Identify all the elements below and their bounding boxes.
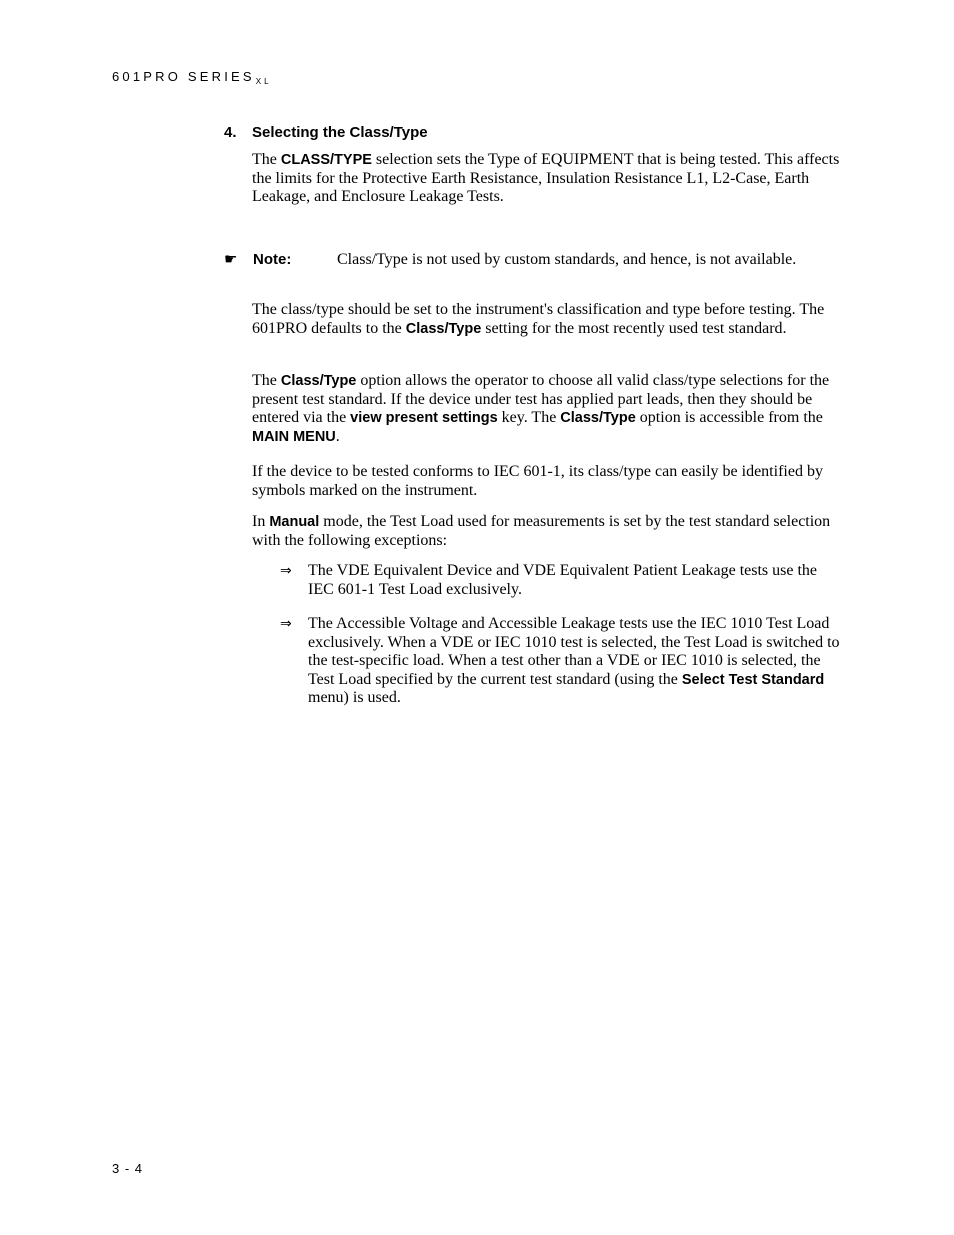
arrow-icon: ⇒: [280, 616, 292, 632]
arrow-icon: ⇒: [280, 563, 292, 579]
running-header: [112, 69, 272, 86]
defaults-paragraph: [252, 301, 844, 338]
bullet1-text: The VDE Equivalent Device and VDE Equivalent Patient Leakage tests use the IEC 601-1 Test Load exclusively.: [308, 562, 818, 598]
intro-text-1: The: [252, 151, 281, 168]
para5-text-2: mode, the Test Load used for measurements is set by the test standard selection with the following exceptions:: [252, 513, 831, 549]
bullet2-bold-select-test-standard: Select Test Standard: [681, 671, 825, 688]
header-title: 601PRO SERIES: [112, 69, 255, 84]
section-number: 4.: [224, 124, 237, 141]
para5-bold-manual: Manual: [269, 514, 320, 530]
intro-bold-class-type: CLASS/TYPE: [280, 152, 372, 168]
para3-bold-class-type-2: Class/Type: [560, 410, 636, 427]
para3-text-4: option is accessible from the: [635, 409, 823, 427]
page-number: 3 - 4: [112, 1161, 144, 1176]
para3-bold-main-menu: MAIN MENU: [252, 428, 336, 445]
iec-paragraph: [252, 463, 844, 500]
para3-bold-view-present-settings: view present settings: [350, 410, 498, 427]
section-title: Selecting the Class/Type: [252, 124, 428, 141]
pointing-hand-icon: ☛: [224, 250, 238, 268]
bullet2-text-2: menu) is used.: [308, 689, 401, 707]
option-paragraph: [252, 372, 844, 446]
list-item-text: [308, 562, 842, 599]
para2-text-1: The class/type should be set to the instrument's classification and type before testing. The 601PRO defaults to the: [252, 301, 825, 337]
para5-text-1: In: [252, 513, 270, 530]
para2-text-2: setting for the most recently used test standard.: [481, 319, 787, 337]
header-subscript: XL: [255, 77, 272, 86]
para2-bold-class-type: Class/Type: [405, 320, 482, 337]
para3-text-3: key. The: [497, 409, 561, 427]
para3-text-2: option allows the operator to choose all valid class/type selections for the present test standard. If the device under test has applied part leads, then they should be entered via the: [252, 372, 830, 427]
section-heading: [224, 124, 428, 141]
intro-paragraph: [252, 151, 844, 207]
manual-mode-paragraph: [252, 513, 844, 550]
intro-text-2: selection sets the Type of EQUIPMENT that is being tested. This affects the limits for the Protective Earth Resistance, Insulation Resistance L1, L2-Case, Earth Leakage, and Enclosure Leakage Tests.: [252, 151, 840, 206]
para4-text: If the device to be tested conforms to IEC 601-1, its class/type can easily be identified by symbols marked on the instrument.: [252, 463, 823, 499]
bullet2-text-1: The Accessible Voltage and Accessible Leakage tests use the IEC 1010 Test Load exclusively. When a VDE or IEC 1010 test is selected, the Test Load is switched to the test-specific load. When a test other than a VDE or IEC 1010 is selected, the Test Load specified by the current test standard (using the: [308, 615, 840, 688]
para3-text-5: .: [335, 427, 340, 445]
note-text: Class/Type is not used by custom standards, and hence, is not available.: [337, 251, 797, 268]
para3-text-1: The: [252, 372, 281, 389]
list-item-text: [308, 615, 842, 708]
note-label: Note:: [253, 251, 292, 268]
para3-bold-class-type: Class/Type: [280, 373, 357, 389]
